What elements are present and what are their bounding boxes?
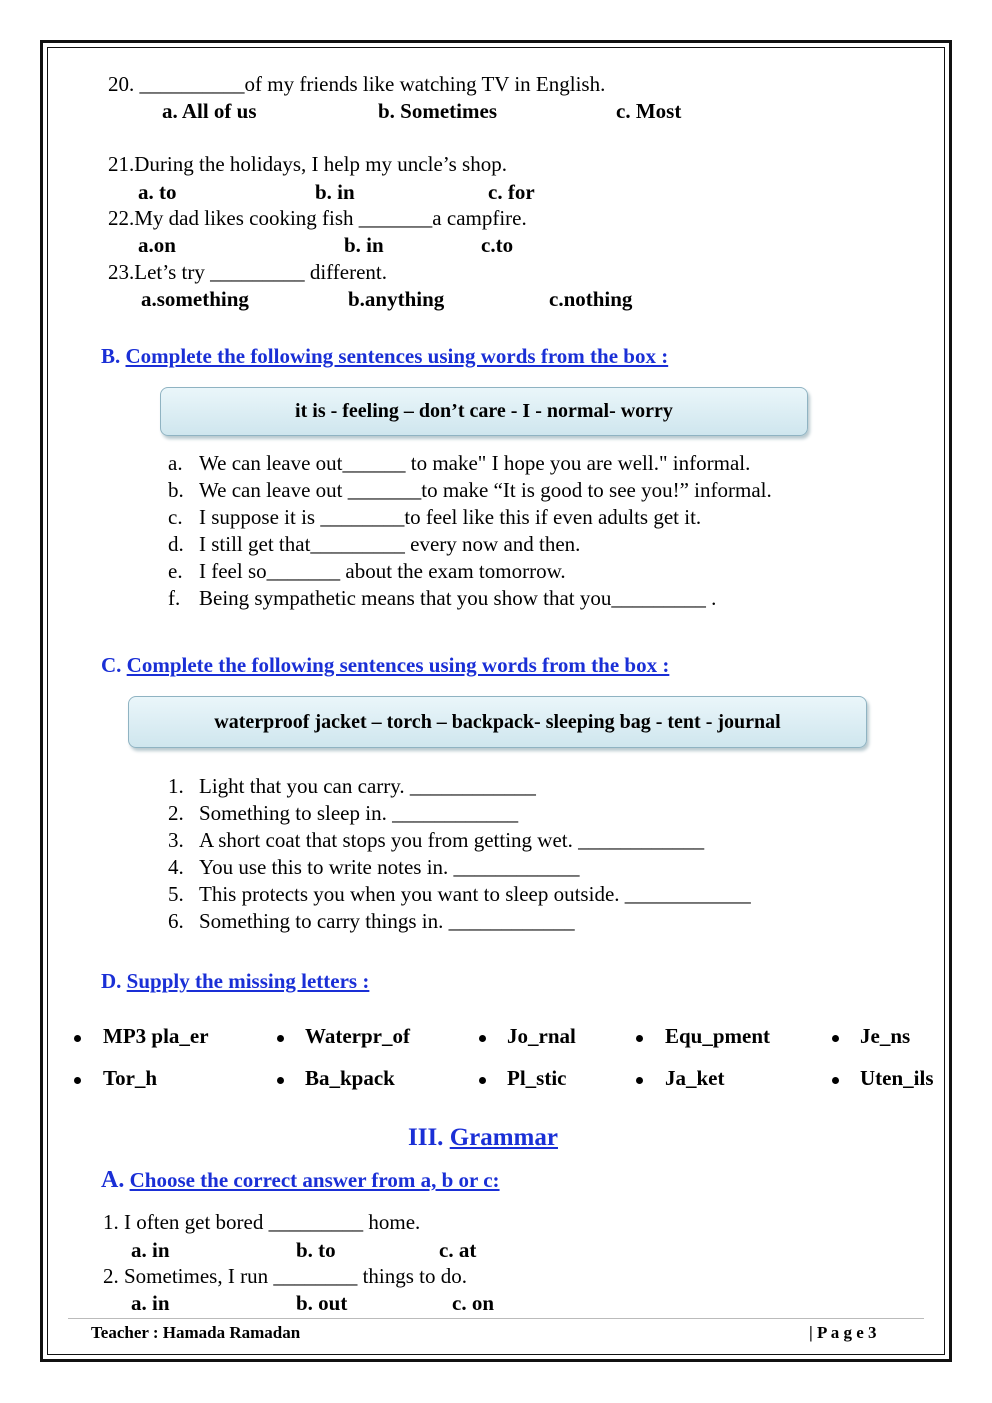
b-item-f: Being sympathetic means that you show that you_________ . (199, 586, 717, 610)
b-item-a: We can leave out______ to make" I hope you are well." informal. (199, 451, 751, 475)
bullet-icon (74, 1035, 81, 1042)
b-item-a-marker: a. (168, 451, 183, 475)
bullet-icon (74, 1077, 81, 1084)
missing-letters-row-1 (0, 1024, 992, 1052)
c-item-4-marker: 4. (168, 855, 184, 879)
q21-option-a: a. to (138, 180, 177, 204)
word-backpack: Ba_kpack (305, 1066, 395, 1090)
q20-option-c: c. Most (616, 99, 682, 123)
section-b-title: Complete the following sentences using words from the box : (125, 344, 669, 368)
grammar-heading (408, 1124, 558, 1152)
grammar-a-heading (101, 1167, 500, 1194)
b-item-e: I feel so_______ about the exam tomorrow. (199, 559, 566, 583)
c-item-6-marker: 6. (168, 909, 184, 933)
bullet-icon (832, 1077, 839, 1084)
c-item-1: Light that you can carry. ____________ (199, 774, 536, 798)
b-item-c: I suppose it is ________to feel like this if even adults get it. (199, 505, 702, 529)
b-item-c-marker: c. (168, 505, 183, 529)
q21-option-b: b. in (315, 180, 355, 204)
c-item-2-marker: 2. (168, 801, 184, 825)
word-jeans: Je_ns (860, 1024, 911, 1048)
q23-option-b: b.anything (348, 287, 445, 311)
c-item-5-marker: 5. (168, 882, 184, 906)
section-b-letter: B. (101, 344, 121, 368)
grammar-a-letter: A. (101, 1167, 125, 1193)
c-item-2: Something to sleep in. ____________ (199, 801, 519, 825)
question-23: 23.Let’s try _________ different. (108, 260, 387, 284)
section-d-title: Supply the missing letters : (126, 969, 370, 993)
section-d-heading (101, 969, 369, 994)
q23-option-c: c.nothing (549, 287, 633, 311)
word-utensils: Uten_ils (860, 1066, 934, 1090)
word-torch: Tor_h (103, 1066, 158, 1090)
question-22: 22.My dad likes cooking fish _______a campfire. (108, 206, 527, 230)
footer-teacher: Teacher : Hamada Ramadan (91, 1323, 301, 1342)
b-item-b-marker: b. (168, 478, 184, 502)
q21-option-c: c. for (488, 180, 535, 204)
word-plastic: Pl_stic (507, 1066, 567, 1090)
word-mp3-player: MP3 pla_er (103, 1024, 209, 1048)
q22-option-a: a.on (138, 233, 176, 257)
b-item-d-marker: d. (168, 532, 184, 556)
g1-option-a: a. in (131, 1238, 170, 1262)
q23-option-a: a.something (141, 287, 249, 311)
b-item-d: I still get that_________ every now and then. (199, 532, 581, 556)
bullet-icon (636, 1077, 643, 1084)
section-c-letter: C. (101, 653, 122, 677)
footer-page-number: | P a g e 3 (809, 1323, 877, 1342)
c-item-1-marker: 1. (168, 774, 184, 798)
word-box-c: waterproof jacket – torch – backpack- sleeping bag - tent - journal (128, 696, 867, 748)
bullet-icon (479, 1077, 486, 1084)
word-box-b: it is - feeling – don’t care - I - normal- worry (160, 387, 808, 436)
word-equipment: Equ_pment (665, 1024, 771, 1048)
grammar-question-2: 2. Sometimes, I run ________ things to do. (103, 1264, 467, 1288)
section-c-title: Complete the following sentences using words from the box : (126, 653, 670, 677)
grammar-question-1: 1. I often get bored _________ home. (103, 1210, 421, 1234)
footer-divider (68, 1318, 924, 1319)
word-waterproof: Waterpr_of (305, 1024, 410, 1048)
q20-option-b: b. Sometimes (378, 99, 497, 123)
word-jacket: Ja_ket (665, 1066, 725, 1090)
grammar-number: III. (408, 1124, 444, 1151)
c-item-6: Something to carry things in. ____________ (199, 909, 575, 933)
section-c-heading (101, 653, 669, 678)
q20-option-a: a. All of us (162, 99, 257, 123)
g2-option-c: c. on (452, 1291, 494, 1315)
word-journal: Jo_rnal (507, 1024, 576, 1048)
g1-option-b: b. to (296, 1238, 336, 1262)
section-d-letter: D. (101, 969, 122, 993)
grammar-a-title: Choose the correct answer from a, b or c: (129, 1168, 500, 1192)
bullet-icon (277, 1035, 284, 1042)
grammar-title: Grammar (449, 1124, 558, 1151)
bullet-icon (479, 1035, 486, 1042)
bullet-icon (832, 1035, 839, 1042)
c-item-3-marker: 3. (168, 828, 184, 852)
b-item-e-marker: e. (168, 559, 183, 583)
section-b-heading (101, 344, 668, 369)
c-item-4: You use this to write notes in. ____________ (199, 855, 580, 879)
c-item-3: A short coat that stops you from getting wet. ____________ (199, 828, 705, 852)
g2-option-b: b. out (296, 1291, 348, 1315)
c-item-5: This protects you when you want to sleep outside. ____________ (199, 882, 751, 906)
b-item-f-marker: f. (168, 586, 181, 610)
bullet-icon (277, 1077, 284, 1084)
b-item-b: We can leave out _______to make “It is good to see you!” informal. (199, 478, 772, 502)
bullet-icon (636, 1035, 643, 1042)
g1-option-c: c. at (439, 1238, 477, 1262)
q22-option-b: b. in (344, 233, 384, 257)
q22-option-c: c.to (481, 233, 514, 257)
g2-option-a: a. in (131, 1291, 170, 1315)
missing-letters-row-2 (0, 1066, 992, 1094)
question-20: 20. __________of my friends like watching TV in English. (108, 72, 606, 96)
question-21: 21.During the holidays, I help my uncle’s shop. (108, 152, 507, 176)
